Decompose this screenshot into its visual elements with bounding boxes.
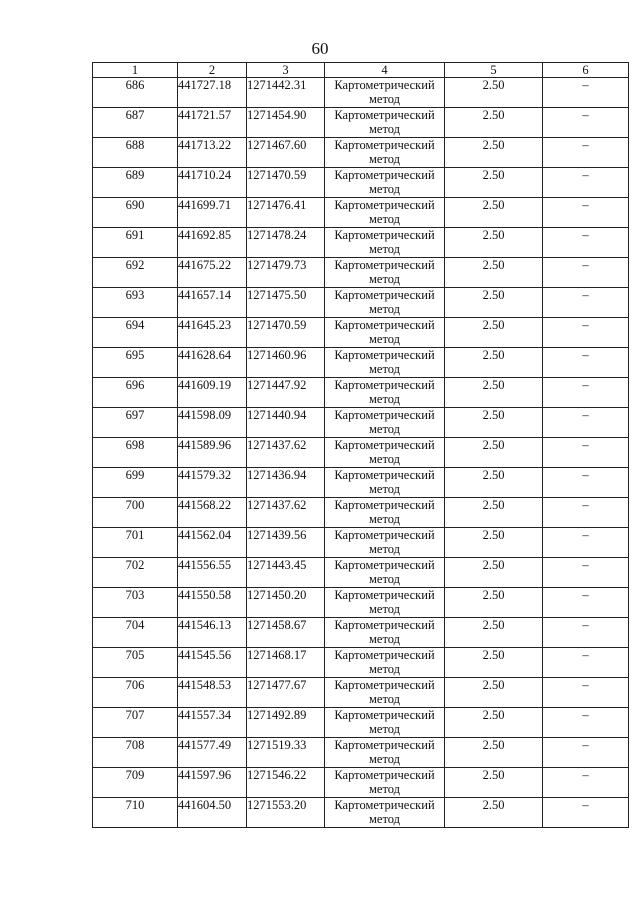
note-cell: – (543, 78, 629, 108)
note-cell: – (543, 558, 629, 588)
note-cell: – (543, 708, 629, 738)
y-coordinate-cell: 1271492.89 (247, 708, 325, 738)
table-row (93, 588, 629, 618)
point-number-cell: 702 (93, 558, 178, 588)
table-row (93, 108, 629, 138)
x-coordinate-cell: 441545.56 (178, 648, 247, 678)
x-coordinate-cell: 441692.85 (178, 228, 247, 258)
method-cell: Картометрический метод (325, 198, 445, 228)
x-coordinate-cell: 441579.32 (178, 468, 247, 498)
note-cell: – (543, 228, 629, 258)
point-number-cell: 704 (93, 618, 178, 648)
x-coordinate-cell: 441546.13 (178, 618, 247, 648)
table-row (93, 798, 629, 828)
table-row (93, 168, 629, 198)
y-coordinate-cell: 1271546.22 (247, 768, 325, 798)
point-number-cell: 709 (93, 768, 178, 798)
point-number-cell: 687 (93, 108, 178, 138)
method-cell: Картометрический метод (325, 408, 445, 438)
note-cell: – (543, 468, 629, 498)
accuracy-cell: 2.50 (445, 528, 543, 558)
note-cell: – (543, 648, 629, 678)
note-cell: – (543, 798, 629, 828)
accuracy-cell: 2.50 (445, 408, 543, 438)
table-row (93, 258, 629, 288)
method-cell: Картометрический метод (325, 588, 445, 618)
point-number-cell: 694 (93, 318, 178, 348)
table-row (93, 498, 629, 528)
point-number-cell: 703 (93, 588, 178, 618)
y-coordinate-cell: 1271479.73 (247, 258, 325, 288)
y-coordinate-cell: 1271475.50 (247, 288, 325, 318)
method-cell: Картометрический метод (325, 258, 445, 288)
method-cell: Картометрический метод (325, 78, 445, 108)
x-coordinate-cell: 441589.96 (178, 438, 247, 468)
method-cell: Картометрический метод (325, 318, 445, 348)
y-coordinate-cell: 1271476.41 (247, 198, 325, 228)
note-cell: – (543, 438, 629, 468)
method-cell: Картометрический метод (325, 138, 445, 168)
column-header: 4 (325, 63, 445, 78)
y-coordinate-cell: 1271470.59 (247, 168, 325, 198)
note-cell: – (543, 768, 629, 798)
accuracy-cell: 2.50 (445, 558, 543, 588)
note-cell: – (543, 408, 629, 438)
point-number-cell: 690 (93, 198, 178, 228)
point-number-cell: 699 (93, 468, 178, 498)
point-number-cell: 686 (93, 78, 178, 108)
accuracy-cell: 2.50 (445, 708, 543, 738)
accuracy-cell: 2.50 (445, 258, 543, 288)
accuracy-cell: 2.50 (445, 288, 543, 318)
x-coordinate-cell: 441713.22 (178, 138, 247, 168)
table-row (93, 708, 629, 738)
point-number-cell: 697 (93, 408, 178, 438)
note-cell: – (543, 588, 629, 618)
note-cell: – (543, 498, 629, 528)
point-number-cell: 696 (93, 378, 178, 408)
note-cell: – (543, 258, 629, 288)
accuracy-cell: 2.50 (445, 378, 543, 408)
accuracy-cell: 2.50 (445, 678, 543, 708)
accuracy-cell: 2.50 (445, 108, 543, 138)
note-cell: – (543, 318, 629, 348)
y-coordinate-cell: 1271454.90 (247, 108, 325, 138)
x-coordinate-cell: 441562.04 (178, 528, 247, 558)
point-number-cell: 705 (93, 648, 178, 678)
table-row (93, 288, 629, 318)
column-header: 1 (93, 63, 178, 78)
x-coordinate-cell: 441550.58 (178, 588, 247, 618)
table-row (93, 138, 629, 168)
method-cell: Картометрический метод (325, 648, 445, 678)
note-cell: – (543, 738, 629, 768)
table-row (93, 318, 629, 348)
y-coordinate-cell: 1271439.56 (247, 528, 325, 558)
method-cell: Картометрический метод (325, 768, 445, 798)
y-coordinate-cell: 1271467.60 (247, 138, 325, 168)
accuracy-cell: 2.50 (445, 468, 543, 498)
accuracy-cell: 2.50 (445, 228, 543, 258)
y-coordinate-cell: 1271553.20 (247, 798, 325, 828)
point-number-cell: 691 (93, 228, 178, 258)
table-row (93, 198, 629, 228)
table-row (93, 558, 629, 588)
accuracy-cell: 2.50 (445, 738, 543, 768)
x-coordinate-cell: 441699.71 (178, 198, 247, 228)
method-cell: Картометрический метод (325, 348, 445, 378)
x-coordinate-cell: 441609.19 (178, 378, 247, 408)
column-header: 2 (178, 63, 247, 78)
point-number-cell: 701 (93, 528, 178, 558)
table-row (93, 378, 629, 408)
method-cell: Картометрический метод (325, 498, 445, 528)
accuracy-cell: 2.50 (445, 198, 543, 228)
table-row (93, 528, 629, 558)
method-cell: Картометрический метод (325, 468, 445, 498)
note-cell: – (543, 138, 629, 168)
note-cell: – (543, 678, 629, 708)
method-cell: Картометрический метод (325, 798, 445, 828)
method-cell: Картометрический метод (325, 168, 445, 198)
accuracy-cell: 2.50 (445, 588, 543, 618)
x-coordinate-cell: 441657.14 (178, 288, 247, 318)
accuracy-cell: 2.50 (445, 318, 543, 348)
y-coordinate-cell: 1271437.62 (247, 498, 325, 528)
note-cell: – (543, 618, 629, 648)
y-coordinate-cell: 1271440.94 (247, 408, 325, 438)
note-cell: – (543, 108, 629, 138)
y-coordinate-cell: 1271468.17 (247, 648, 325, 678)
x-coordinate-cell: 441604.50 (178, 798, 247, 828)
x-coordinate-cell: 441645.23 (178, 318, 247, 348)
y-coordinate-cell: 1271458.67 (247, 618, 325, 648)
point-number-cell: 689 (93, 168, 178, 198)
accuracy-cell: 2.50 (445, 138, 543, 168)
table-row (93, 618, 629, 648)
note-cell: – (543, 528, 629, 558)
y-coordinate-cell: 1271519.33 (247, 738, 325, 768)
x-coordinate-cell: 441557.34 (178, 708, 247, 738)
note-cell: – (543, 198, 629, 228)
point-number-cell: 710 (93, 798, 178, 828)
x-coordinate-cell: 441597.96 (178, 768, 247, 798)
method-cell: Картометрический метод (325, 558, 445, 588)
method-cell: Картометрический метод (325, 678, 445, 708)
method-cell: Картометрический метод (325, 438, 445, 468)
note-cell: – (543, 288, 629, 318)
coordinates-table (92, 62, 629, 828)
note-cell: – (543, 168, 629, 198)
method-cell: Картометрический метод (325, 528, 445, 558)
page-number: 60 (311, 39, 329, 58)
x-coordinate-cell: 441568.22 (178, 498, 247, 528)
accuracy-cell: 2.50 (445, 768, 543, 798)
table-row (93, 738, 629, 768)
x-coordinate-cell: 441577.49 (178, 738, 247, 768)
accuracy-cell: 2.50 (445, 798, 543, 828)
table-row (93, 648, 629, 678)
column-header: 5 (445, 63, 543, 78)
point-number-cell: 688 (93, 138, 178, 168)
accuracy-cell: 2.50 (445, 438, 543, 468)
table-row (93, 678, 629, 708)
point-number-cell: 706 (93, 678, 178, 708)
x-coordinate-cell: 441721.57 (178, 108, 247, 138)
y-coordinate-cell: 1271442.31 (247, 78, 325, 108)
accuracy-cell: 2.50 (445, 78, 543, 108)
y-coordinate-cell: 1271478.24 (247, 228, 325, 258)
point-number-cell: 695 (93, 348, 178, 378)
accuracy-cell: 2.50 (445, 498, 543, 528)
method-cell: Картометрический метод (325, 738, 445, 768)
point-number-cell: 700 (93, 498, 178, 528)
x-coordinate-cell: 441556.55 (178, 558, 247, 588)
method-cell: Картометрический метод (325, 618, 445, 648)
column-header: 6 (543, 63, 629, 78)
x-coordinate-cell: 441710.24 (178, 168, 247, 198)
point-number-cell: 708 (93, 738, 178, 768)
table-body (93, 78, 629, 828)
y-coordinate-cell: 1271470.59 (247, 318, 325, 348)
table-header-row (93, 63, 629, 78)
table-row (93, 468, 629, 498)
table-row (93, 348, 629, 378)
x-coordinate-cell: 441628.64 (178, 348, 247, 378)
table-row (93, 438, 629, 468)
method-cell: Картометрический метод (325, 108, 445, 138)
y-coordinate-cell: 1271437.62 (247, 438, 325, 468)
accuracy-cell: 2.50 (445, 618, 543, 648)
y-coordinate-cell: 1271450.20 (247, 588, 325, 618)
y-coordinate-cell: 1271477.67 (247, 678, 325, 708)
point-number-cell: 707 (93, 708, 178, 738)
note-cell: – (543, 378, 629, 408)
method-cell: Картометрический метод (325, 288, 445, 318)
accuracy-cell: 2.50 (445, 348, 543, 378)
method-cell: Картометрический метод (325, 228, 445, 258)
note-cell: – (543, 348, 629, 378)
accuracy-cell: 2.50 (445, 168, 543, 198)
x-coordinate-cell: 441727.18 (178, 78, 247, 108)
table-row (93, 78, 629, 108)
accuracy-cell: 2.50 (445, 648, 543, 678)
x-coordinate-cell: 441548.53 (178, 678, 247, 708)
y-coordinate-cell: 1271443.45 (247, 558, 325, 588)
table-row (93, 408, 629, 438)
x-coordinate-cell: 441598.09 (178, 408, 247, 438)
y-coordinate-cell: 1271447.92 (247, 378, 325, 408)
table-row (93, 228, 629, 258)
y-coordinate-cell: 1271460.96 (247, 348, 325, 378)
point-number-cell: 698 (93, 438, 178, 468)
column-header: 3 (247, 63, 325, 78)
x-coordinate-cell: 441675.22 (178, 258, 247, 288)
point-number-cell: 693 (93, 288, 178, 318)
method-cell: Картометрический метод (325, 708, 445, 738)
y-coordinate-cell: 1271436.94 (247, 468, 325, 498)
point-number-cell: 692 (93, 258, 178, 288)
table-row (93, 768, 629, 798)
method-cell: Картометрический метод (325, 378, 445, 408)
